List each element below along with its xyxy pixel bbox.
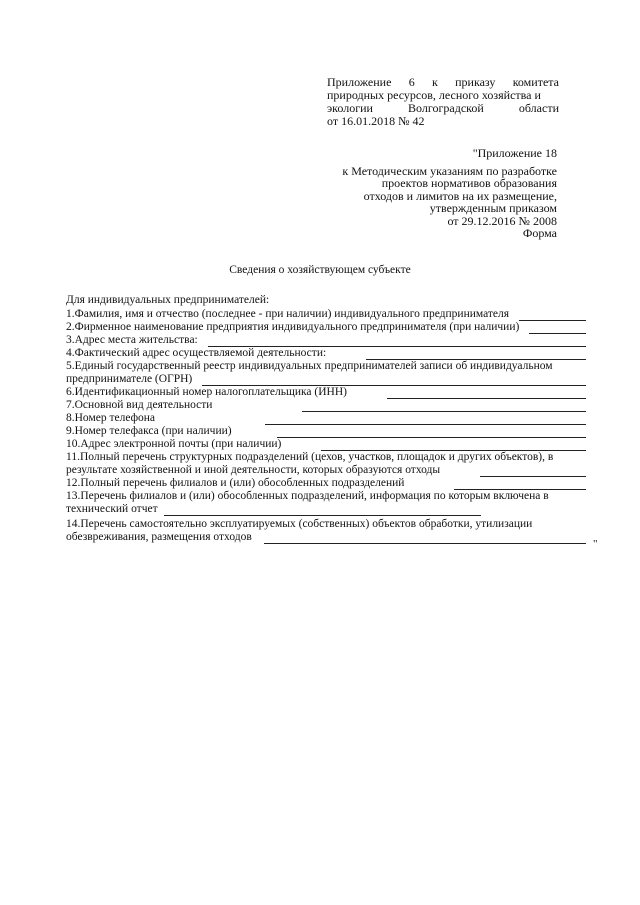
form-fill-line[interactable] — [454, 479, 586, 490]
appendix-word: экологии — [327, 101, 373, 115]
appendix-18-line: от 29.12.2016 № 2008 — [447, 213, 557, 228]
appendix-word: комитета — [512, 75, 559, 89]
form-item-label: 11.Полный перечень структурных подразделений (цехов, участков, площадок и других объектов), в — [66, 451, 554, 463]
appendix-word: 6 — [408, 75, 415, 89]
form-fill-line[interactable] — [480, 466, 586, 477]
form-item-11-cont — [66, 464, 586, 477]
form-item-14-cont — [66, 531, 586, 544]
appendix-18-line: к Методическим указаниям по разработке — [342, 163, 557, 178]
closing-quote-mark: " — [593, 538, 598, 550]
form-item-label: 6.Идентификационный номер налогоплательщика (ИНН) — [66, 386, 347, 398]
form-item-label: 9.Номер телефакса (при наличии) — [66, 425, 232, 437]
form-intro: Для индивидуальных предпринимателей: — [66, 294, 270, 306]
form-fill-line[interactable] — [529, 323, 586, 334]
form-fill-line[interactable] — [208, 336, 586, 347]
form-item-8 — [66, 412, 586, 425]
form-fill-line[interactable] — [264, 533, 586, 544]
form-item-label: 3.Адрес места жительства: — [66, 334, 198, 346]
form-fill-line[interactable] — [202, 375, 586, 386]
form-item-5 — [66, 360, 586, 386]
appendix-18-form-label: Форма — [522, 226, 557, 240]
form-fill-line[interactable] — [387, 388, 586, 399]
form-item-label: 1.Фамилия, имя и отчество (последнее - при наличии) индивидуального предпринимателя — [66, 308, 510, 320]
form-fill-line[interactable] — [302, 401, 586, 412]
form-item-12 — [66, 477, 586, 490]
form-item-13-cont — [66, 503, 586, 516]
form-item-label-cont: результате хозяйственной и иной деятельности, которых образуются отходы — [66, 464, 441, 476]
form-item-4 — [66, 347, 586, 360]
document-title: Сведения о хозяйствующем субъекте — [229, 264, 411, 276]
form-fill-line[interactable] — [277, 427, 586, 438]
entity-form — [66, 294, 586, 544]
form-fill-line[interactable] — [519, 310, 586, 321]
form-item-10 — [66, 438, 586, 451]
form-fill-line[interactable] — [366, 349, 586, 360]
appendix-18-line: утвержденным приказом — [429, 201, 557, 215]
form-item-11 — [66, 451, 586, 477]
appendix-header — [327, 76, 559, 128]
form-item-14 — [66, 518, 586, 544]
form-item-label-cont: технический отчет — [66, 503, 158, 515]
form-item-label-cont: обезвреживания, размещения отходов — [66, 531, 252, 543]
appendix-word: Волгоградской — [408, 101, 484, 115]
form-item-label: 2.Фирменное наименование предприятия индивидуального предпринимателя (при наличии) — [66, 321, 520, 333]
appendix-18-line: отходов и лимитов на их размещение, — [363, 188, 557, 203]
form-item-label: 4.Фактический адрес осуществляемой деятельности: — [66, 347, 327, 359]
form-item-label: 8.Номер телефона — [66, 412, 156, 424]
appendix-18-block — [317, 147, 557, 240]
form-item-13 — [66, 490, 586, 516]
form-fill-line[interactable] — [164, 505, 481, 516]
appendix-line-4: от 16.01.2018 № 42 — [327, 114, 425, 128]
appendix-line-2: природных ресурсов, лесного хозяйства и — [327, 88, 541, 102]
appendix-word: Приложение — [327, 75, 392, 89]
form-item-6 — [66, 386, 586, 399]
form-item-2 — [66, 321, 586, 334]
form-item-9 — [66, 425, 586, 438]
form-item-5-cont — [66, 373, 586, 386]
form-fill-line[interactable] — [265, 414, 586, 425]
appendix-word: приказу — [455, 75, 496, 89]
appendix-18-title: "Приложение 18 — [472, 146, 557, 160]
appendix-18-line: проектов нормативов образования — [381, 176, 557, 190]
form-item-1 — [66, 308, 586, 321]
form-fill-line[interactable] — [321, 440, 586, 451]
form-item-label: 5.Единый государственный реестр индивидуальных предпринимателей записи об индивидуальном — [66, 360, 553, 372]
form-item-3 — [66, 334, 586, 347]
appendix-word: к — [431, 75, 438, 89]
appendix-word: области — [518, 101, 559, 115]
form-item-label: 10.Адрес электронной почты (при наличии) — [66, 438, 282, 450]
form-item-label: 7.Основной вид деятельности — [66, 399, 213, 411]
form-item-7 — [66, 399, 586, 412]
form-item-label: 14.Перечень самостоятельно эксплуатируемых (собственных) объектов обработки, утилизации — [66, 518, 533, 530]
form-item-label: 13.Перечень филиалов и (или) обособленных подразделений, информация по которым включена в — [66, 490, 549, 502]
form-item-label: 12.Полный перечень филиалов и (или) обособленных подразделений — [66, 477, 405, 489]
form-item-label-cont: предпринимателе (ОГРН) — [66, 373, 193, 385]
